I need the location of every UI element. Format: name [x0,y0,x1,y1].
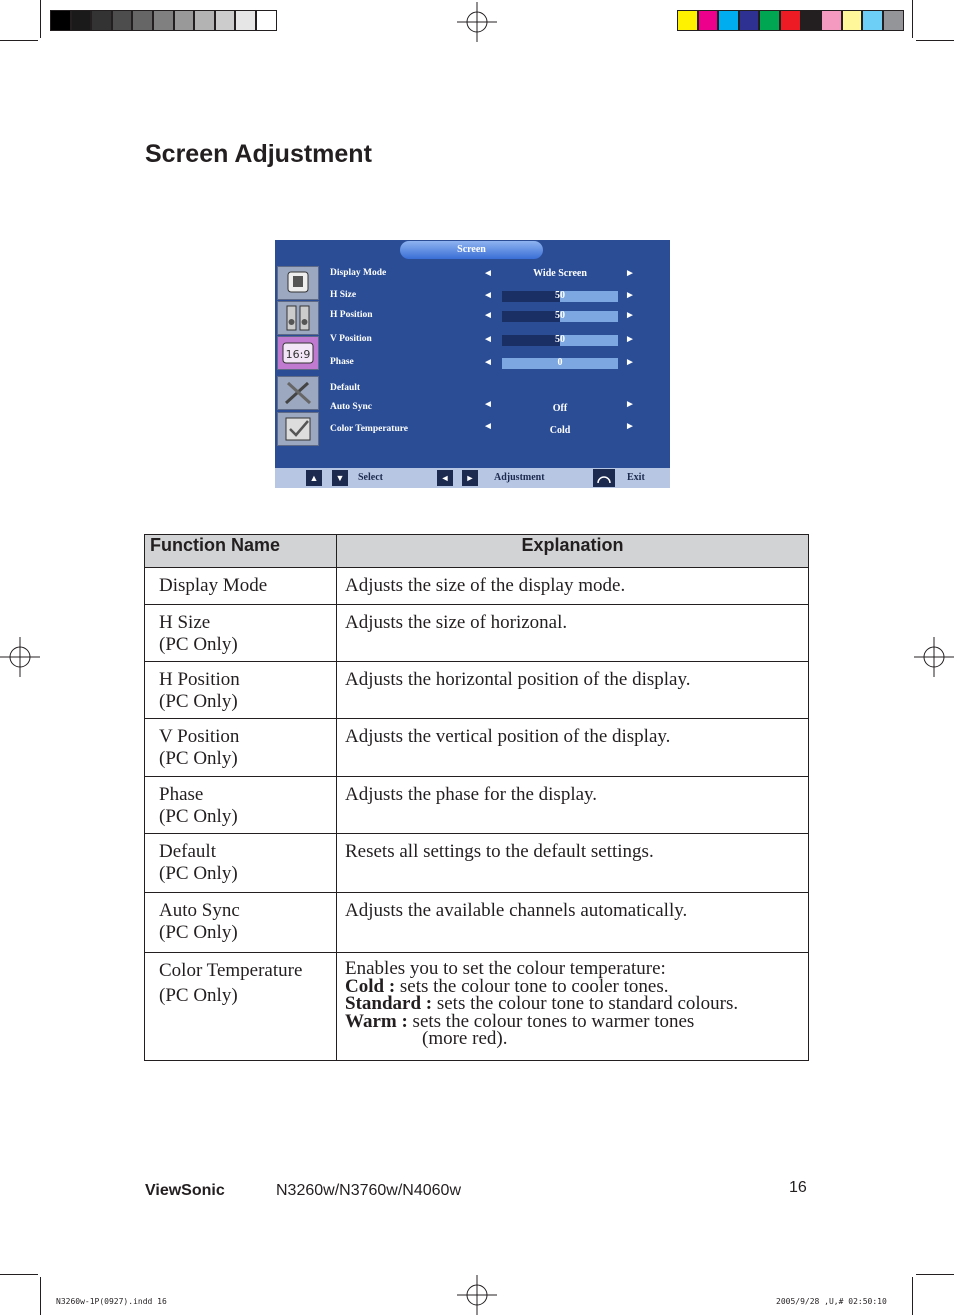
osd-checkbox-icon [277,412,319,446]
crop-mark [916,1274,954,1275]
function-name-cell [145,893,337,953]
osd-header: Screen [400,241,543,259]
osd-footer [275,468,670,488]
exit-key-icon [593,469,615,487]
left-key-icon: ◄ [437,470,453,486]
function-note: (PC Only) [159,863,238,884]
function-name-cell [145,777,337,834]
registration-mark-icon [457,2,497,42]
down-key-icon: ▼ [332,470,348,486]
function-name: Display Mode [159,575,268,596]
osd-footer-exit: Exit [627,472,645,483]
table-row [145,568,809,605]
color-swatch [759,10,780,31]
color-temperature-option [345,1010,808,1032]
explanation-text: Adjusts the size of the display mode. [345,575,626,596]
left-arrow-icon: ◄ [483,290,493,301]
color-swatch [91,10,112,31]
osd-slider-bar [502,358,618,369]
slug-file: N3260w-1P(0927).indd 16 [56,1297,167,1306]
osd-item-value: Wide Screen [533,268,587,279]
osd-item-label: Auto Sync [330,402,372,412]
function-name: H Position [159,669,240,690]
registration-mark-icon [914,637,954,677]
osd-slider-value: 0 [557,357,563,368]
explanation-cell [337,777,809,834]
osd-item-label: H Position [330,310,373,320]
function-name-cell [145,605,337,662]
osd-slider-bar [502,311,618,322]
color-swatch [174,10,195,31]
explanation-cell [337,568,809,605]
function-note: (PC Only) [159,748,238,769]
osd-item-label: Display Mode [330,268,387,278]
function-name-cell [145,953,337,1061]
osd-footer-select: Select [358,472,383,483]
crop-mark [0,1274,38,1275]
up-key-icon: ▲ [306,470,322,486]
explanation-text: Adjusts the available channels automatically. [345,900,688,921]
right-arrow-icon: ► [625,421,635,432]
osd-item-label: H Size [330,290,357,300]
header-function-name [145,535,337,568]
option-description: sets the colour tone to cooler tones. [395,975,669,997]
function-name: Phase [159,784,204,805]
explanation-cell [337,953,809,1061]
option-description: sets the colour tones to warmer tones [407,1010,695,1032]
color-swatch [780,10,801,31]
color-swatch [883,10,904,31]
footer-model: N3260w/N3760w/N4060w [276,1182,461,1199]
color-swatch [801,10,822,31]
option-term: Warm : [345,1010,408,1032]
left-arrow-icon: ◄ [483,310,493,321]
color-swatch [718,10,739,31]
option-term: Cold : [345,975,396,997]
table-row [145,605,809,662]
function-note: (PC Only) [159,985,238,1006]
color-swatch [71,10,92,31]
explanation-cell [337,662,809,719]
color-swatch [821,10,842,31]
explanation-text: Adjusts the vertical position of the display. [345,726,671,747]
crop-mark [912,0,913,38]
osd-tools-icon [277,376,319,410]
footer-brand: ViewSonic [145,1182,225,1199]
color-swatch [256,10,277,31]
page-number: 16 [789,1179,807,1196]
osd-slider-value: 50 [555,290,565,301]
explanation-cell [337,893,809,953]
table-row [145,953,809,1061]
color-swatch [677,10,698,31]
osd-tv-icon [277,266,319,300]
crop-mark [916,40,954,41]
table-row [145,893,809,953]
right-arrow-icon: ► [625,334,635,345]
slug-date: 2005/9/28 ,U,# 02:50:10 [776,1297,887,1306]
function-name-cell [145,568,337,605]
color-swatch [698,10,719,31]
function-name: Color Temperature [159,960,303,981]
function-name: Auto Sync [159,900,240,921]
right-arrow-icon: ► [625,290,635,301]
osd-item-label: Phase [330,357,354,367]
osd-item-label: Default [330,383,361,393]
function-name: V Position [159,726,240,747]
osd-slider-bar [502,291,618,302]
osd-slider-value: 50 [555,334,565,345]
crop-mark [40,0,41,38]
function-note: (PC Only) [159,806,238,827]
function-name-cell [145,834,337,893]
registration-mark-icon [0,637,40,677]
osd-screen-menu [275,240,670,488]
color-swatch [842,10,863,31]
header-explanation [337,535,809,568]
explanation-text: Adjusts the phase for the display. [345,784,598,805]
function-name-cell [145,662,337,719]
explanation-text: Enables you to set the colour temperature: [345,958,666,979]
explanation-cell [337,605,809,662]
crop-mark [0,40,38,41]
explanation-text: Adjusts the size of horizonal. [345,612,568,633]
option-term: Standard : [345,993,433,1014]
aspect-label: 16:9 [285,348,311,361]
right-arrow-icon: ► [625,268,635,279]
function-note: (PC Only) [159,634,238,655]
color-swatch [194,10,215,31]
right-arrow-icon: ► [625,310,635,321]
osd-item-value: Cold [549,425,571,436]
function-name: Default [159,841,216,862]
color-swatch [739,10,760,31]
osd-aspect-16-9-icon [277,336,319,370]
color-swatch [862,10,883,31]
left-arrow-icon: ◄ [483,357,493,368]
osd-footer-adjustment: Adjustment [494,472,545,483]
left-arrow-icon: ◄ [483,268,493,279]
table-row [145,777,809,834]
table-row [145,662,809,719]
left-arrow-icon: ◄ [483,334,493,345]
option-description: sets the colour tone to standard colours. [432,993,739,1014]
function-table [144,534,809,1061]
explanation-cell [337,834,809,893]
color-swatch [215,10,236,31]
right-arrow-icon: ► [625,399,635,410]
color-swatch [153,10,174,31]
function-name: H Size [159,612,211,633]
osd-item-label: V Position [330,334,372,344]
osd-item-label: Color Temperature [330,424,409,434]
table-header-row [145,535,809,568]
crop-mark [912,1277,913,1315]
crop-mark [40,1277,41,1315]
function-note: (PC Only) [159,691,238,712]
explanation-cell [337,719,809,777]
color-swatch [50,10,71,31]
header-function-name-text: Function Name [150,535,281,555]
registration-mark-icon [457,1275,497,1315]
right-key-icon: ► [462,470,478,486]
color-swatch [112,10,133,31]
explanation-text: Adjusts the horizontal position of the display. [345,669,691,690]
function-note: (PC Only) [159,922,238,943]
color-swatch [132,10,153,31]
header-explanation-text: Explanation [521,535,624,555]
table-row [145,719,809,777]
osd-slider-bar [502,335,618,346]
osd-speaker-icon [277,301,319,335]
right-arrow-icon: ► [625,357,635,368]
page-title: Screen Adjustment [145,140,372,168]
explanation-text: Resets all settings to the default settings. [345,841,654,862]
osd-slider-value: 50 [555,310,565,321]
left-arrow-icon: ◄ [483,421,493,432]
table-row [145,834,809,893]
color-swatch [235,10,256,31]
option-continuation: (more red). [422,1028,508,1049]
function-name-cell [145,719,337,777]
left-arrow-icon: ◄ [483,399,493,410]
osd-item-value: Off [552,403,568,414]
